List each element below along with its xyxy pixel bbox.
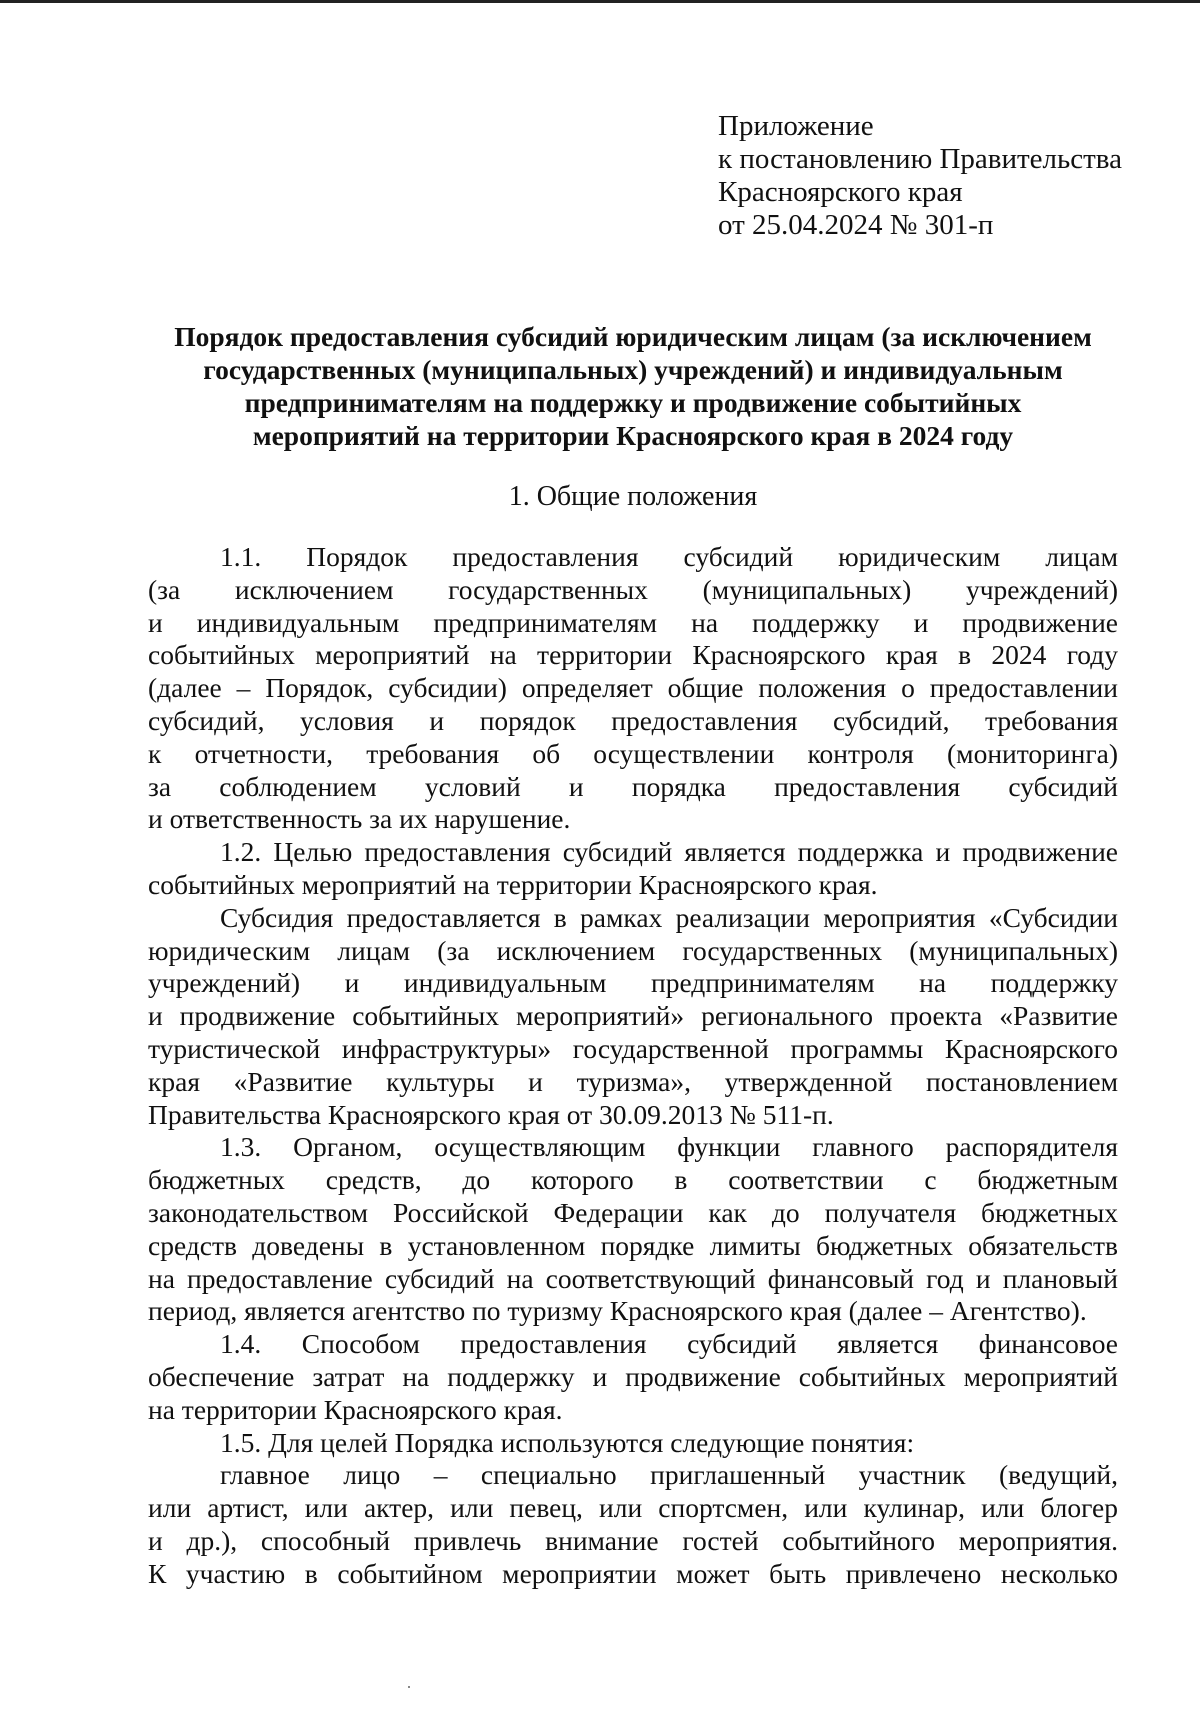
title-line: мероприятий на территории Красноярского края в 2024 году bbox=[252, 420, 1014, 451]
paragraph-line: и продвижение событийных мероприятий» регионального проекта «Развитие bbox=[148, 1000, 1118, 1032]
paragraph-line: К участию в событийном мероприятии может быть привлечено несколько bbox=[148, 1557, 1118, 1589]
paragraph-line: законодательством Российской Федерации как до получателя бюджетных bbox=[148, 1196, 1118, 1228]
paragraph-line: на предоставление субсидий на соответствующий финансовый год и плановый bbox=[148, 1262, 1118, 1294]
appendix-line: от 25.04.2024 № 301-п bbox=[718, 209, 994, 241]
document-title bbox=[148, 320, 1118, 452]
paragraph-line: 1.1. Порядок предоставления субсидий юридическим лицам bbox=[220, 541, 1118, 572]
paragraph-line: событийных мероприятий на территории Красноярского края. bbox=[148, 868, 878, 900]
appendix-line: Приложение bbox=[718, 110, 874, 142]
paragraph-line: юридическим лицам (за исключением государственных (муниципальных) bbox=[148, 934, 1118, 966]
paragraph-line: 1.3. Органом, осуществляющим функции главного распорядителя bbox=[220, 1131, 1118, 1163]
paragraph-line: 1.2. Целью предоставления субсидий является поддержка и продвижение bbox=[220, 836, 1118, 868]
paragraph-line: и ответственность за их нарушение. bbox=[148, 803, 571, 835]
paragraph-line: субсидий, условия и порядок предоставления субсидий, требования bbox=[148, 704, 1118, 736]
scan-speck bbox=[408, 1686, 410, 1688]
body-text bbox=[148, 541, 1118, 1591]
paragraph-line: главное лицо – специально приглашенный участник (ведущий, bbox=[220, 1459, 1118, 1491]
paragraph-line: Субсидия предоставляется в рамках реализации мероприятия «Субсидии bbox=[220, 901, 1118, 933]
section-heading: 1. Общие положения bbox=[508, 481, 758, 512]
paragraph-line: (за исключением государственных (муниципальных) учреждений) bbox=[148, 573, 1118, 605]
paragraph-line: за соблюдением условий и порядка предоставления субсидий bbox=[148, 770, 1118, 802]
title-line: предпринимателям на поддержку и продвижение событийных bbox=[244, 387, 1022, 418]
appendix-line: к постановлению Правительства bbox=[718, 143, 1122, 175]
paragraph-line: учреждений) и индивидуальным предпринимателям на поддержку bbox=[148, 967, 1118, 999]
title-line: Порядок предоставления субсидий юридическим лицам (за исключением bbox=[174, 321, 1092, 352]
paragraph-line: средств доведены в установленном порядке лимиты бюджетных обязательств bbox=[148, 1229, 1118, 1261]
paragraph-line: на территории Красноярского края. bbox=[148, 1393, 563, 1425]
scan-top-border bbox=[0, 0, 1200, 3]
paragraph-line: или артист, или актер, или певец, или спортсмен, или кулинар, или блогер bbox=[148, 1492, 1118, 1524]
document-page bbox=[148, 110, 1122, 1591]
paragraph-line: к отчетности, требования об осуществлении контроля (мониторинга) bbox=[148, 737, 1118, 769]
appendix-block bbox=[718, 110, 1122, 242]
title-line: государственных (муниципальных) учреждений) и индивидуальным bbox=[203, 354, 1063, 385]
paragraph-line: Правительства Красноярского края от 30.09.2013 № 511-п. bbox=[148, 1098, 834, 1130]
paragraph-line: обеспечение затрат на поддержку и продвижение событийных мероприятий bbox=[148, 1360, 1118, 1392]
appendix-line: Красноярского края bbox=[718, 176, 963, 208]
paragraph-line: (далее – Порядок, субсидии) определяет общие положения о предоставлении bbox=[148, 672, 1118, 704]
paragraph-line: 1.5. Для целей Порядка используются следующие понятия: bbox=[220, 1426, 915, 1458]
paragraph-line: края «Развитие культуры и туризма», утвержденной постановлением bbox=[148, 1065, 1118, 1097]
paragraph-line: бюджетных средств, до которого в соответствии с бюджетным bbox=[148, 1164, 1118, 1196]
paragraph-line: событийных мероприятий на территории Красноярского края в 2024 году bbox=[148, 639, 1118, 671]
paragraph-line: туристической инфраструктуры» государственной программы Красноярского bbox=[148, 1032, 1118, 1064]
paragraph-line: и индивидуальным предпринимателям на поддержку и продвижение bbox=[148, 606, 1118, 638]
paragraph-line: и др.), способный привлечь внимание гостей событийного мероприятия. bbox=[148, 1524, 1118, 1556]
paragraph-line: период, является агентство по туризму Красноярского края (далее – Агентство). bbox=[148, 1295, 1087, 1327]
paragraph-line: 1.4. Способом предоставления субсидий является финансовое bbox=[220, 1328, 1118, 1360]
